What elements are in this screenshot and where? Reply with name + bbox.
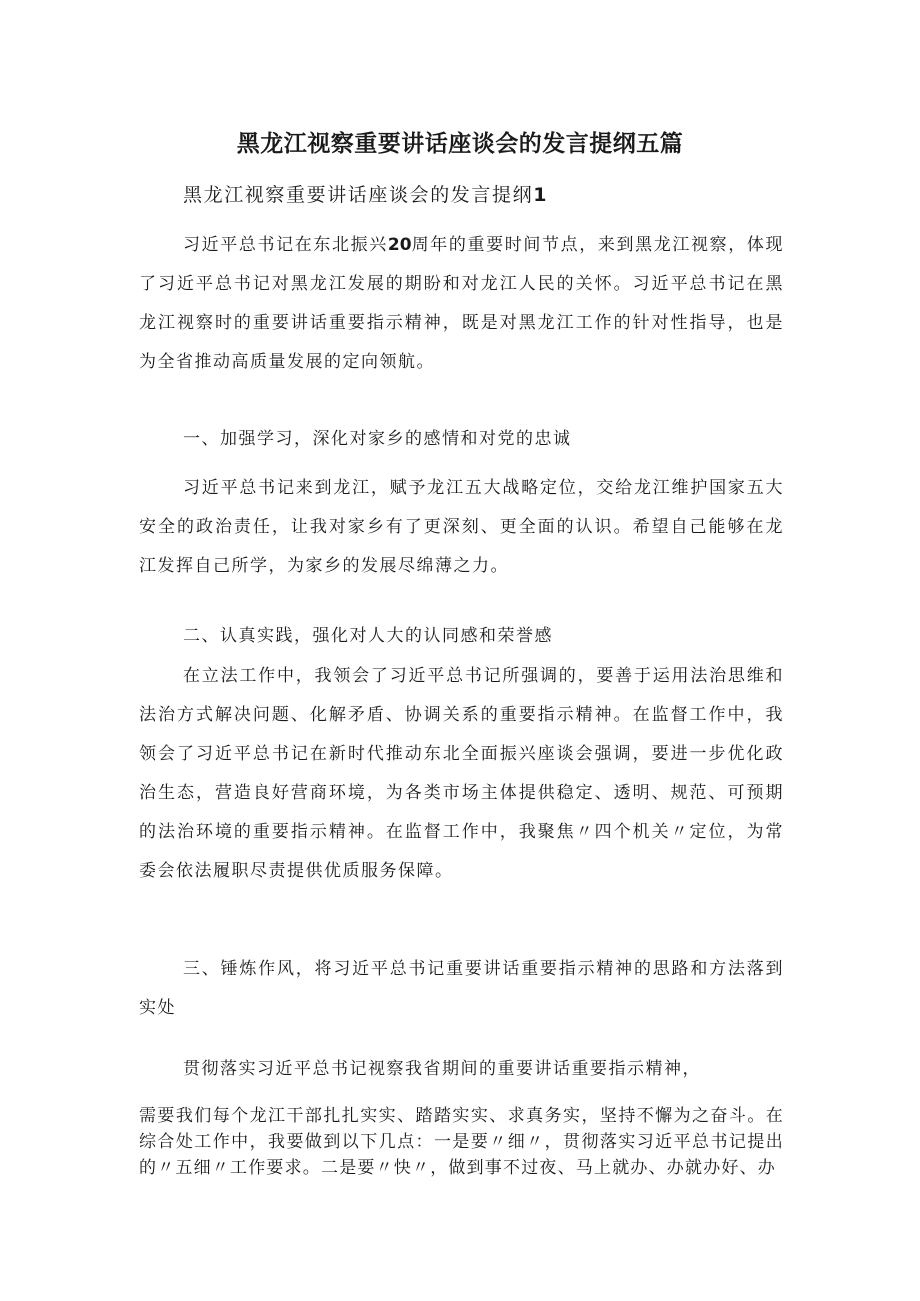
subtitle-number: 1 [533, 184, 547, 206]
section-heading-1: 一、加强学习，深化对家乡的感情和对党的忠诚 [183, 429, 572, 449]
subtitle-text: 黑龙江视察重要讲话座谈会的发言提纲 [183, 184, 534, 206]
paragraph-intro [139, 226, 784, 382]
paragraph-section-1: 习近平总书记来到龙江，赋予龙江五大战略定位，交给龙江维护国家五大安全的政治责任，让我对家乡有了更深刻、更全面的认识。希望自己能够在龙江发挥自己所学，为家乡的发展尽绵薄之力。 [139, 478, 784, 576]
paragraph-section-3a: 贯彻落实习近平总书记视察我省期间的重要讲话重要指示精神， [183, 1059, 701, 1079]
section-subtitle [183, 180, 546, 210]
paragraph-section-3b: 需要我们每个龙江干部扎扎实实、踏踏实实、求真务实，坚持不懈为之奋斗。在综合处工作中，我要做到以下几点：一是要〃细〃，贯彻落实习近平总书记提出的〃五细〃工作要求。二是要〃快〃，做到事不过夜、马上就办、办就办好、办 [139, 1106, 784, 1178]
intro-number: 20 [387, 235, 412, 255]
intro-text-before: 习近平总书记在东北振兴 [183, 235, 388, 255]
section-heading-2: 二、认真实践，强化对人大的认同感和荣誉感 [183, 626, 553, 646]
section-heading-3: 三、锤炼作风，将习近平总书记重要讲话重要指示精神的思路和方法落到实处 [139, 959, 784, 1018]
paragraph-section-2: 在立法工作中，我领会了习近平总书记所强调的，要善于运用法治思维和法治方式解决问题、化解矛盾、协调关系的重要指示精神。在监督工作中，我领会了习近平总书记在新时代推动东北全面振兴座谈会强调，要进一步优化政治生态，营造良好营商环境，为各类市场主体提供稳定、透明、规范、可预期的法治环境的重要指示精神。在监督工作中，我聚焦〃四个机关〃定位，为常委会依法履职尽责提供优质服务保障。 [139, 666, 784, 881]
document-title: 黑龙江视察重要讲话座谈会的发言提纲五篇 [236, 131, 684, 157]
intro-text-after: 周年的重要时间节点，来到黑龙江视察，体现了习近平总书记对黑龙江发展的期盼和对龙江人民的关怀。习近平总书记在黑龙江视察时的重要讲话重要指示精神，既是对黑龙江工作的针对性指导，也是为全省推动高质量发展的定向领航。 [139, 235, 785, 372]
